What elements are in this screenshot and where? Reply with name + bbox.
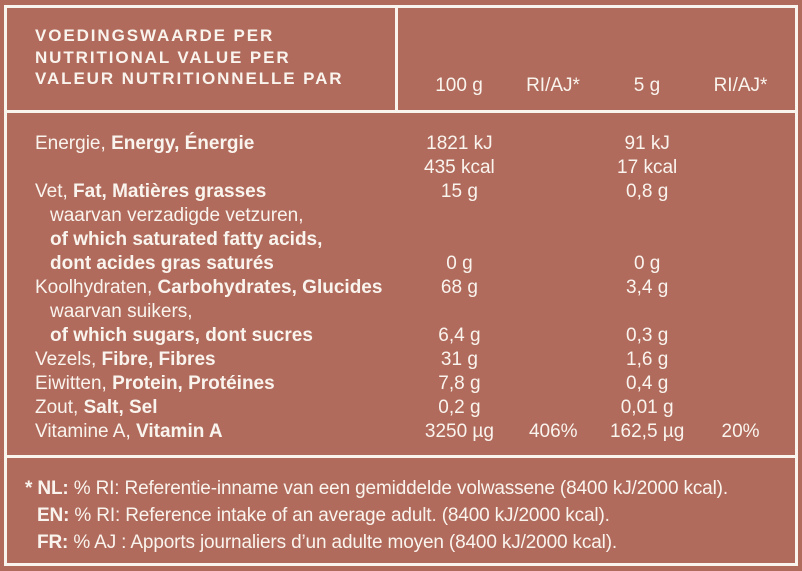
value-cell	[708, 276, 773, 300]
value-cell	[399, 300, 521, 324]
value-cell: 7,8 g	[438, 373, 481, 394]
value-cell: 406%	[528, 421, 578, 442]
value-cell: 162,5 µg	[609, 421, 685, 442]
value-cell	[586, 228, 708, 252]
row-label	[7, 300, 399, 324]
row-label-regular: Vitamine A,	[35, 421, 131, 442]
row-label	[7, 420, 399, 444]
value-cell	[520, 252, 586, 276]
column-header-ri-100g: RI/AJ*	[526, 75, 580, 96]
column-header-100g: 100 g	[435, 75, 483, 96]
value-cell: 1821 kJ	[426, 133, 493, 154]
table-row	[7, 324, 795, 348]
row-label	[7, 276, 399, 300]
row-label	[7, 228, 399, 252]
value-cell: 0,4 g	[626, 373, 669, 394]
value-cell: 0 g	[446, 253, 473, 274]
table-row	[7, 252, 795, 276]
row-label-regular: Vet,	[35, 181, 68, 202]
row-label	[7, 252, 399, 276]
row-label-bold: Vitamin A	[136, 421, 223, 442]
row-label	[7, 396, 399, 420]
row-label-regular: Vezels,	[35, 349, 97, 370]
table-row	[7, 372, 795, 396]
footnote-segment: * NL:	[25, 478, 69, 499]
value-cell	[708, 180, 773, 204]
table-row	[7, 276, 795, 300]
row-label-regular: Koolhydraten,	[35, 277, 153, 298]
value-cell: 20%	[721, 421, 760, 442]
value-cell	[708, 348, 773, 372]
row-label	[7, 372, 399, 396]
value-cell	[520, 276, 586, 300]
header-title-line-en: NUTRITIONAL VALUE PER	[35, 47, 291, 67]
value-cell: 6,4 g	[438, 325, 481, 346]
value-cell	[520, 180, 586, 204]
footnote-segment: % RI: Referentie-inname van een gemiddelde volwassene (8400 kJ/2000 kcal).	[68, 478, 728, 499]
value-cell	[520, 372, 586, 396]
row-label-regular: Zout,	[35, 397, 79, 418]
table-row	[7, 204, 795, 228]
value-cell: 3250 µg	[424, 421, 494, 442]
row-label-bold: of which saturated fatty acids,	[50, 229, 323, 250]
value-cell	[399, 204, 521, 228]
value-cell: 91 kJ	[624, 133, 670, 154]
column-header-5g: 5 g	[633, 75, 661, 96]
value-cell: 0 g	[633, 253, 661, 274]
value-cell	[708, 252, 773, 276]
row-label-regular: waarvan verzadigde vetzuren,	[50, 205, 304, 226]
value-cell: 31 g	[440, 349, 478, 370]
value-cell	[520, 204, 586, 228]
column-header-ri-5g: RI/AJ*	[713, 75, 768, 96]
row-label-bold: dont acides gras saturés	[50, 253, 274, 274]
value-cell	[520, 348, 586, 372]
table-row	[7, 348, 795, 372]
row-label	[7, 324, 399, 348]
value-cell: 15 g	[440, 181, 478, 202]
row-label-bold: Energy, Énergie	[111, 133, 255, 154]
row-label	[7, 156, 399, 180]
table-row	[7, 300, 795, 324]
table-row	[7, 132, 795, 156]
row-label-regular: waarvan suikers,	[50, 301, 193, 322]
row-label-bold: Fat, Matières grasses	[73, 181, 267, 202]
value-cell	[520, 396, 586, 420]
footnote-segment: % AJ : Apports journaliers d’un adulte moyen (8400 kJ/2000 kcal).	[68, 532, 618, 553]
row-label	[7, 180, 399, 204]
value-cell	[708, 396, 773, 420]
row-label	[7, 132, 399, 156]
row-label-bold: of which sugars, dont sucres	[50, 325, 313, 346]
value-cell	[520, 132, 586, 156]
header-title-line-fr: VALEUR NUTRITIONNELLE PAR	[35, 69, 344, 88]
table-row	[7, 228, 795, 252]
row-label-bold: Salt, Sel	[83, 397, 158, 418]
footnote-segment: % RI: Reference intake of an average adult. (8400 kJ/2000 kcal).	[69, 505, 610, 526]
row-label-bold: Carbohydrates, Glucides	[157, 277, 383, 298]
footnote-segment: FR:	[37, 532, 69, 553]
row-label-regular: Energie,	[35, 133, 106, 154]
table-row	[7, 180, 795, 204]
value-cell: 1,6 g	[626, 349, 669, 370]
value-cell	[708, 324, 773, 348]
value-cell: 0,3 g	[626, 325, 669, 346]
header-title	[7, 8, 398, 110]
table-body	[7, 113, 795, 455]
value-cell: 0,2 g	[438, 397, 481, 418]
footnote-text	[25, 475, 765, 556]
row-label	[7, 348, 399, 372]
value-cell	[708, 204, 773, 228]
header-columns	[398, 8, 795, 110]
row-label	[7, 204, 399, 228]
table-row	[7, 156, 795, 180]
value-cell	[708, 300, 773, 324]
row-label-regular: Eiwitten,	[35, 373, 107, 394]
value-cell	[520, 324, 586, 348]
value-cell	[399, 228, 521, 252]
row-label-bold: Protein, Protéines	[112, 373, 275, 394]
footnote-segment: EN:	[37, 505, 70, 526]
value-cell: 17 kcal	[617, 157, 678, 178]
value-cell: 435 kcal	[424, 157, 495, 178]
value-cell: 0,8 g	[626, 181, 669, 202]
nutrition-table	[4, 5, 798, 566]
value-cell: 68 g	[440, 277, 478, 298]
header-title-line-nl: VOEDINGSWAARDE PER	[35, 26, 275, 45]
value-cell	[708, 156, 773, 180]
value-cell	[708, 228, 773, 252]
value-cell: 3,4 g	[626, 277, 669, 298]
value-cell	[586, 204, 708, 228]
value-cell	[520, 156, 586, 180]
table-header	[7, 8, 795, 113]
value-cell	[708, 372, 773, 396]
value-cell	[520, 228, 586, 252]
table-row	[7, 396, 795, 420]
value-cell	[520, 300, 586, 324]
row-label-bold: Fibre, Fibres	[101, 349, 216, 370]
value-cell	[586, 300, 708, 324]
footnote	[7, 455, 795, 563]
value-cell: 0,01 g	[620, 397, 674, 418]
table-row	[7, 420, 795, 444]
value-cell	[708, 132, 773, 156]
